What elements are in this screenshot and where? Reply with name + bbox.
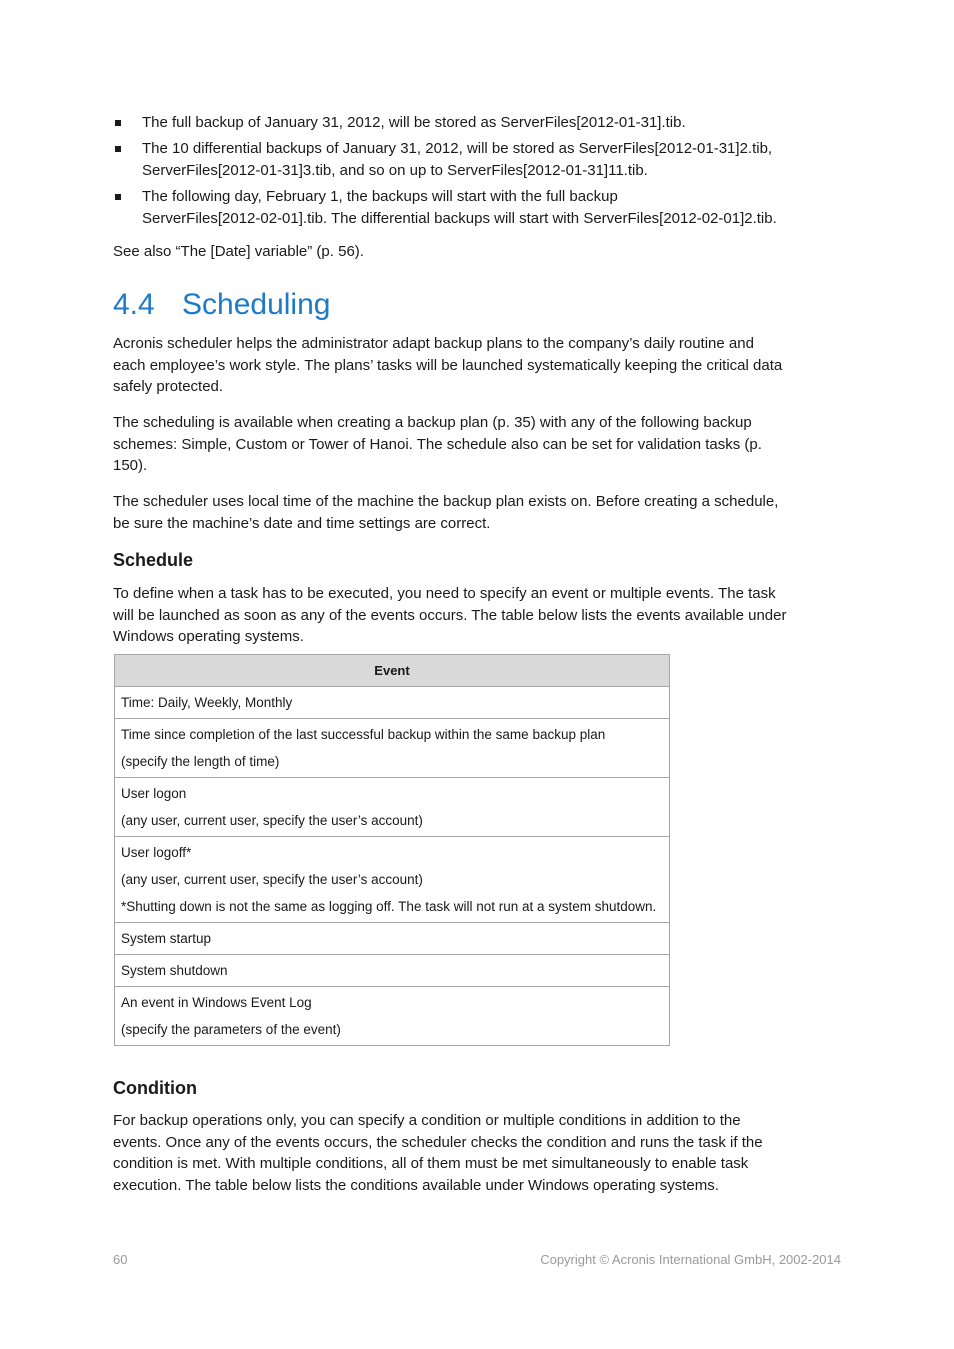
condition-heading: Condition	[113, 1078, 197, 1098]
cell-line: User logon	[121, 786, 187, 801]
cell-line: *Shutting down is not the same as logging off. The task will not run at a system shutdown.	[121, 899, 657, 914]
bullet-list	[113, 112, 841, 234]
condition-paragraph: For backup operations only, you can specify a condition or multiple conditions in addition to the events. Once any of the events occurs, the scheduler checks the condition and runs the task if the condition is met. With multiple conditions, all of them must be met simultaneously to enable task execution. The table below lists the conditions available under Windows operating systems.	[113, 1112, 763, 1194]
section-title: Scheduling	[182, 288, 331, 321]
events-table	[114, 654, 670, 1046]
schedule-heading: Schedule	[113, 550, 194, 570]
bullet-square-icon	[115, 146, 121, 152]
intro-paragraph-2: The scheduling is available when creating a backup plan (p. 35) with any of the following backup schemes: Simple, Custom or Tower of Hanoi. The schedule also can be set for validation tasks (p. 150).	[113, 414, 762, 474]
section-heading	[113, 288, 330, 322]
table-header-event: Event	[115, 655, 670, 687]
copyright-text: Copyright © Acronis International GmbH, 2002-2014	[540, 1252, 841, 1267]
cell-line: (specify the length of time)	[121, 754, 280, 769]
bullet-square-icon	[115, 120, 121, 126]
page-number: 60	[113, 1252, 128, 1267]
table-row	[115, 955, 670, 987]
bullet-square-icon	[115, 194, 121, 200]
intro-paragraph-1: Acronis scheduler helps the administrator adapt backup plans to the company’s daily routine and each employee’s work style. The plans’ tasks will be launched systematically keeping the critical data safely protected.	[113, 335, 783, 395]
cell-line: Time since completion of the last successful backup within the same backup plan	[121, 727, 606, 742]
intro-paragraph-3: The scheduler uses local time of the machine the backup plan exists on. Before creating a schedule, be sure the machine’s date and time settings are correct.	[113, 493, 779, 532]
cell-line: (any user, current user, specify the user’s account)	[121, 813, 423, 828]
table-header-row	[115, 655, 670, 687]
cell-line: User logoff*	[121, 845, 192, 860]
cell-line: System startup	[121, 931, 212, 946]
bullet-item: The 10 differential backups of January 31, 2012, will be stored as ServerFiles[2012-01-31]2.tib, ServerFiles[2012-01-31]3.tib, and so on up to ServerFiles[2012-01-31]11.tib.	[113, 138, 841, 182]
table-row	[115, 923, 670, 955]
bullet-item: The full backup of January 31, 2012, will be stored as ServerFiles[2012-01-31].tib.	[113, 112, 841, 134]
section-number: 4.4	[113, 288, 155, 321]
cell-line: (specify the parameters of the event)	[121, 1022, 341, 1037]
table-row	[115, 719, 670, 778]
cell-line: System shutdown	[121, 963, 228, 978]
cell-line: (any user, current user, specify the user’s account)	[121, 872, 423, 887]
bullet-item: The following day, February 1, the backups will start with the full backup ServerFiles[2012-02-01].tib. The differential backups will start with ServerFiles[2012-02-01]2.tib.	[113, 186, 841, 230]
table-row	[115, 687, 670, 719]
table-row	[115, 987, 670, 1046]
cell-line: An event in Windows Event Log	[121, 995, 312, 1010]
table-row	[115, 778, 670, 837]
schedule-paragraph: To define when a task has to be executed, you need to specify an event or multiple events. The task will be launched as soon as any of the events occurs. The table below lists the events available under Windows operating systems.	[113, 585, 787, 645]
table-row	[115, 837, 670, 923]
cell-line: Time: Daily, Weekly, Monthly	[121, 695, 293, 710]
see-also-text: See also “The [Date] variable” (p. 56).	[113, 243, 364, 260]
